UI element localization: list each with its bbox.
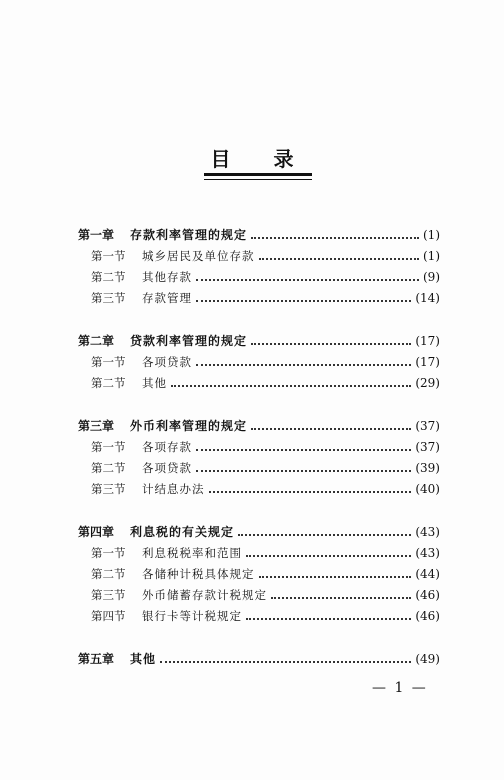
toc-chapter-group bbox=[78, 225, 440, 309]
section-page-number: (1) bbox=[423, 249, 440, 263]
section-page-number: (43) bbox=[415, 546, 440, 560]
toc-section-entry bbox=[78, 585, 440, 606]
toc-chapter-group bbox=[78, 331, 440, 394]
dot-leader bbox=[259, 252, 420, 260]
dot-leader bbox=[196, 443, 411, 451]
dot-leader bbox=[251, 337, 411, 345]
section-number: 第三节 bbox=[91, 291, 126, 305]
section-title: 存款管理 bbox=[142, 291, 192, 305]
section-number: 第二节 bbox=[91, 376, 126, 390]
section-page-number: (44) bbox=[415, 567, 440, 581]
dot-leader bbox=[246, 549, 411, 557]
section-title: 城乡居民及单位存款 bbox=[142, 249, 255, 263]
section-page-number: (14) bbox=[415, 291, 440, 305]
section-number: 第二节 bbox=[91, 461, 126, 475]
chapter-title: 利息税的有关规定 bbox=[130, 525, 235, 539]
section-page-number: (29) bbox=[415, 376, 440, 390]
section-number: 第四节 bbox=[91, 609, 126, 623]
toc-chapter-entry bbox=[78, 225, 440, 246]
section-title: 利息税税率和范围 bbox=[142, 546, 242, 560]
dot-leader bbox=[196, 294, 411, 302]
dot-leader bbox=[238, 528, 411, 536]
section-page-number: (40) bbox=[415, 482, 440, 496]
toc-chapter-entry bbox=[78, 331, 440, 352]
toc-chapter-entry bbox=[78, 416, 440, 437]
section-number: 第二节 bbox=[91, 270, 126, 284]
section-page-number: (17) bbox=[415, 355, 440, 369]
section-number: 第一节 bbox=[91, 440, 126, 454]
section-page-number: (46) bbox=[415, 588, 440, 602]
dot-leader bbox=[271, 591, 411, 599]
section-title: 其他 bbox=[142, 376, 167, 390]
toc-section-entry bbox=[78, 564, 440, 585]
toc-section-entry bbox=[78, 288, 440, 309]
table-of-contents bbox=[78, 225, 440, 692]
toc-section-entry bbox=[78, 606, 440, 627]
chapter-page-number: (1) bbox=[423, 228, 440, 242]
section-title: 其他存款 bbox=[142, 270, 192, 284]
section-number: 第一节 bbox=[91, 546, 126, 560]
section-page-number: (9) bbox=[423, 270, 440, 284]
section-page-number: (39) bbox=[415, 461, 440, 475]
toc-section-entry bbox=[78, 267, 440, 288]
toc-chapter-entry bbox=[78, 522, 440, 543]
chapter-number: 第二章 bbox=[78, 334, 115, 348]
section-title: 各项贷款 bbox=[142, 355, 192, 369]
toc-section-entry bbox=[78, 246, 440, 267]
toc-section-entry bbox=[78, 352, 440, 373]
chapter-title: 外币利率管理的规定 bbox=[130, 419, 248, 433]
section-title: 各项贷款 bbox=[142, 461, 192, 475]
chapter-title: 存款利率管理的规定 bbox=[130, 228, 248, 242]
chapter-page-number: (43) bbox=[415, 525, 440, 539]
toc-chapter-entry bbox=[78, 649, 440, 670]
dot-leader bbox=[251, 231, 419, 239]
chapter-title: 贷款利率管理的规定 bbox=[130, 334, 248, 348]
dot-leader bbox=[196, 358, 411, 366]
toc-section-entry bbox=[78, 437, 440, 458]
chapter-number: 第三章 bbox=[78, 419, 115, 433]
chapter-page-number: (37) bbox=[415, 419, 440, 433]
toc-chapter-group bbox=[78, 649, 440, 670]
title-underline-thick bbox=[204, 173, 312, 176]
dot-leader bbox=[209, 485, 412, 493]
dot-leader bbox=[196, 273, 419, 281]
toc-chapter-group bbox=[78, 416, 440, 500]
section-title: 计结息办法 bbox=[142, 482, 205, 496]
dot-leader bbox=[196, 464, 411, 472]
toc-section-entry bbox=[78, 543, 440, 564]
dot-leader bbox=[246, 612, 411, 620]
dot-leader bbox=[251, 422, 411, 430]
section-title: 银行卡等计税规定 bbox=[142, 609, 242, 623]
section-page-number: (37) bbox=[415, 440, 440, 454]
chapter-title: 其他 bbox=[130, 652, 157, 666]
dot-leader bbox=[160, 655, 411, 663]
page-title: 目 录 bbox=[210, 147, 312, 171]
dot-leader bbox=[259, 570, 412, 578]
title-underline-thin bbox=[204, 179, 312, 180]
section-title: 外币储蓄存款计税规定 bbox=[142, 588, 267, 602]
chapter-page-number: (49) bbox=[415, 652, 440, 666]
section-number: 第一节 bbox=[91, 249, 126, 263]
toc-section-entry bbox=[78, 479, 440, 500]
dot-leader bbox=[171, 379, 411, 387]
toc-section-entry bbox=[78, 373, 440, 394]
page-number: — 1 — bbox=[372, 680, 428, 696]
toc-section-entry bbox=[78, 458, 440, 479]
section-number: 第三节 bbox=[91, 588, 126, 602]
toc-chapter-group bbox=[78, 522, 440, 627]
section-page-number: (46) bbox=[415, 609, 440, 623]
section-title: 各项存款 bbox=[142, 440, 192, 454]
section-number: 第一节 bbox=[91, 355, 126, 369]
chapter-page-number: (17) bbox=[415, 334, 440, 348]
chapter-number: 第五章 bbox=[78, 652, 115, 666]
chapter-number: 第四章 bbox=[78, 525, 115, 539]
section-number: 第二节 bbox=[91, 567, 126, 581]
chapter-number: 第一章 bbox=[78, 228, 115, 242]
section-title: 各储种计税具体规定 bbox=[142, 567, 255, 581]
section-number: 第三节 bbox=[91, 482, 126, 496]
